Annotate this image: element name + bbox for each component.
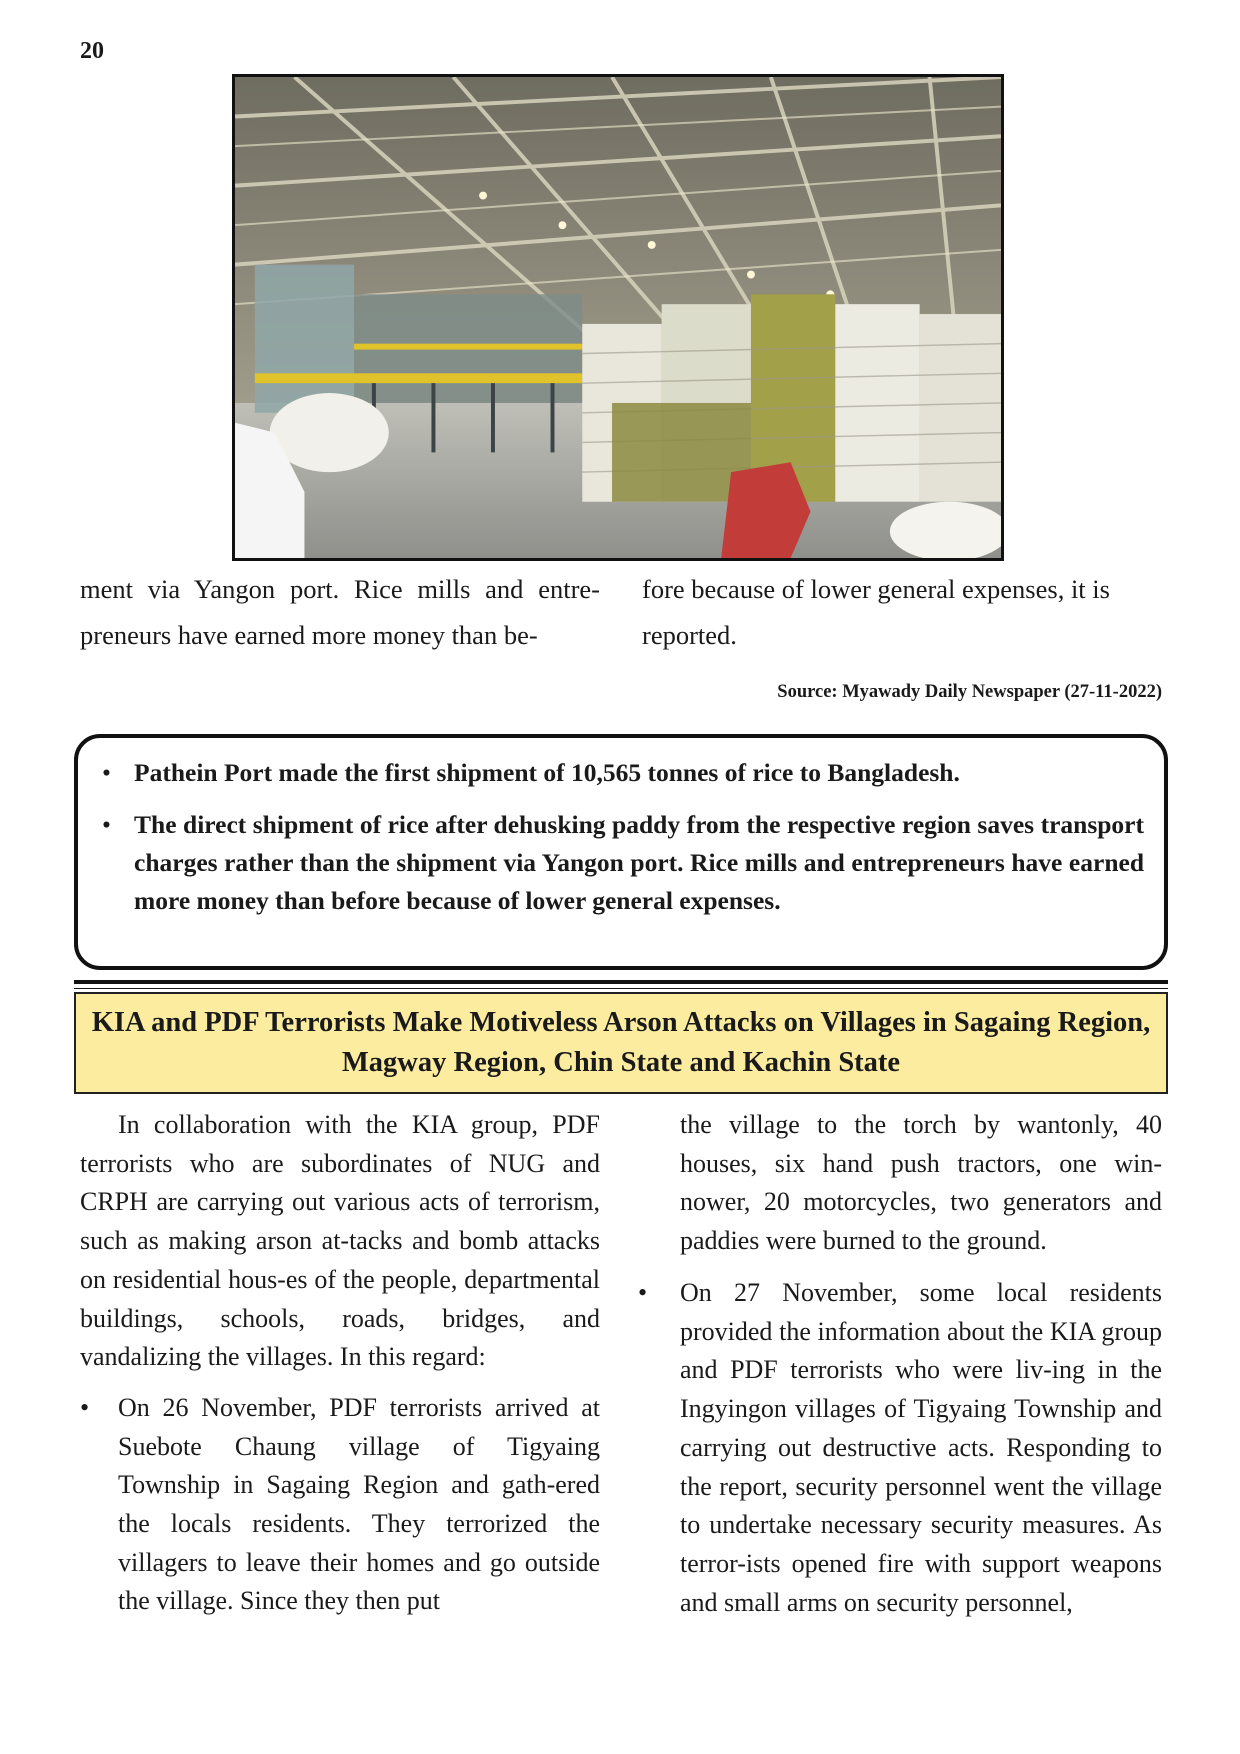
bullet-icon: • <box>102 758 111 787</box>
headline-text: KIA and PDF Terrorists Make Motiveless Arson Attacks on Villages in Sagaing Region, Magway Region, Chin State and Kachin State <box>91 1007 1151 1078</box>
article-column-left <box>80 1106 600 1621</box>
article-intro: In collaboration with the KIA group, PDF terrorists who are subordinates of NUG and CRPH are carrying out various acts of terrorism, such as making arson at-tacks and bomb attacks on residential hous-es of the people, departmental buildings, schools, roads, bridges, and vandalizing the villages. In this regard: <box>80 1110 600 1372</box>
divider-rule-thin <box>74 988 1168 989</box>
bullet-icon: • <box>638 1278 648 1307</box>
summary-box <box>74 734 1168 970</box>
warehouse-photo-icon <box>235 77 1001 558</box>
article-bullet-text: On 27 November, some local residents provided the information about the KIA group and PDF terrorists who were liv-ing in the Ingyingon villages of Tigyaing Township and carrying out destructive acts. Responding to the report, security personnel went the village to undertake necessary security measures. As terror-ists opened fire with support weapons and small arms on security personnel, <box>680 1278 1162 1617</box>
article-column-right-top: the village to the torch by wantonly, 40 houses, six hand push tractors, one win-nower, 20 motorcycles, two generators and paddies were burned to the ground. <box>680 1110 1162 1256</box>
source-citation: Source: Myawady Daily Newspaper (27-11-2022) <box>777 682 1162 702</box>
article-headline <box>74 992 1168 1094</box>
bullet-icon: • <box>80 1392 90 1422</box>
article-bullet <box>80 1389 600 1621</box>
summary-item <box>98 806 1144 920</box>
summary-item <box>98 754 1144 792</box>
bullet-icon: • <box>102 810 111 839</box>
continuation-left: ment via Yangon port. Rice mills and entre-preneurs have earned more money than be- <box>80 574 600 650</box>
rice-warehouse-photo <box>232 74 1004 561</box>
divider-rule <box>74 980 1168 984</box>
summary-item-text: Pathein Port made the first shipment of 10,565 tonnes of rice to Bangladesh. <box>134 758 960 787</box>
continuation-right: fore because of lower general expenses, it is reported. <box>642 574 1110 650</box>
summary-item-text: The direct shipment of rice after dehusking paddy from the respective region saves transport charges rather than the shipment via Yangon port. Rice mills and entrepreneurs have earned more money than before because of lower general expenses. <box>134 810 1144 915</box>
page-number: 20 <box>80 38 104 64</box>
article-bullet-text: On 26 November, PDF terrorists arrived at Suebote Chaung village of Tigyaing Township in Sagaing Region and gath-ered the locals residents. They terrorized the villagers to leave their homes and go outside the village. Since they then put <box>118 1392 600 1616</box>
